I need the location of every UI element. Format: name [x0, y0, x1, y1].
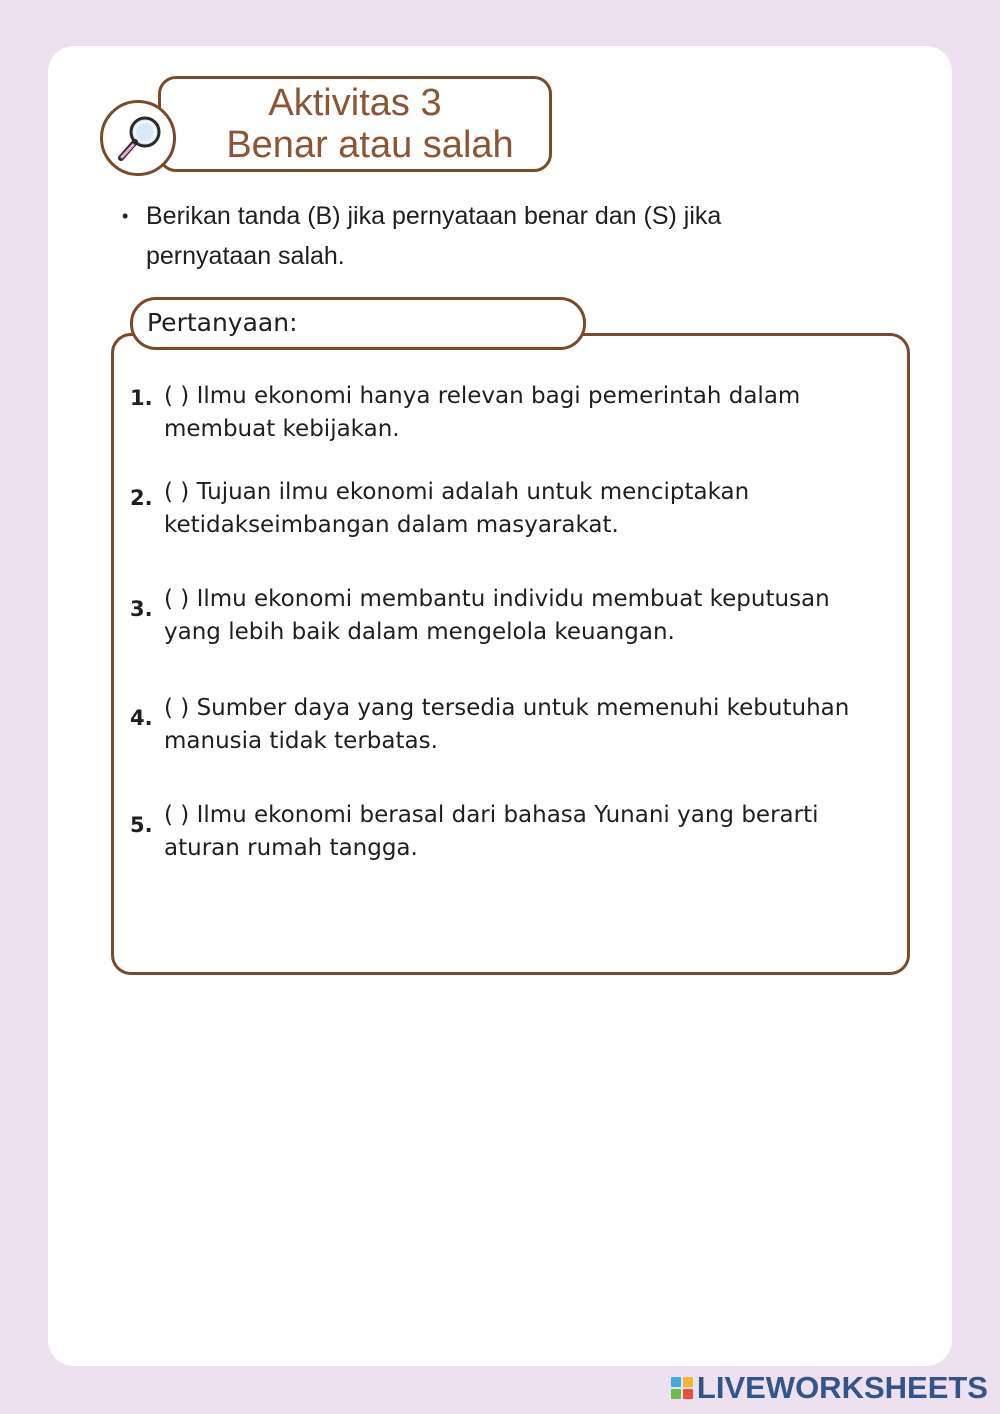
question-text: ( ) Ilmu ekonomi hanya relevan bagi pemerintah dalam membuat kebijakan. [164, 383, 801, 442]
liveworksheets-logo[interactable] [671, 1372, 988, 1404]
question-item-3 [130, 583, 850, 649]
questions-label-tab [130, 297, 586, 350]
question-number: 2. [130, 486, 153, 510]
activity-title: Aktivitas 3 [268, 82, 442, 124]
question-item-5 [130, 799, 850, 865]
logo-blocks-icon [671, 1377, 693, 1399]
activity-subtitle: Benar atau salah [226, 124, 514, 166]
question-item-2 [130, 476, 850, 542]
instruction-text: Berikan tanda (B) jika pernyataan benar dan (S) jika pernyataan salah. [146, 202, 722, 270]
question-item-1 [130, 380, 850, 446]
question-text: ( ) Sumber daya yang tersedia untuk memenuhi kebutuhan manusia tidak terbatas. [164, 695, 850, 754]
question-number: 4. [130, 706, 153, 730]
question-number: 1. [130, 386, 153, 410]
question-item-4 [130, 692, 850, 758]
questions-label: Pertanyaan: [147, 308, 298, 337]
question-number: 3. [130, 597, 153, 621]
activity-title-box [158, 76, 552, 172]
question-number: 5. [130, 813, 153, 837]
question-text: ( ) Ilmu ekonomi berasal dari bahasa Yunani yang berarti aturan rumah tangga. [164, 802, 819, 861]
logo-text: LIVEWORKSHEETS [696, 1370, 988, 1405]
question-text: ( ) Tujuan ilmu ekonomi adalah untuk menciptakan ketidakseimbangan dalam masyarakat. [164, 479, 750, 538]
instruction-bullet: • [122, 206, 129, 226]
magnifying-glass-badge [100, 100, 176, 176]
instruction [122, 196, 842, 276]
magnifying-glass-icon [109, 108, 169, 170]
question-text: ( ) Ilmu ekonomi membantu individu membuat keputusan yang lebih baik dalam mengelola keuangan. [164, 586, 830, 645]
